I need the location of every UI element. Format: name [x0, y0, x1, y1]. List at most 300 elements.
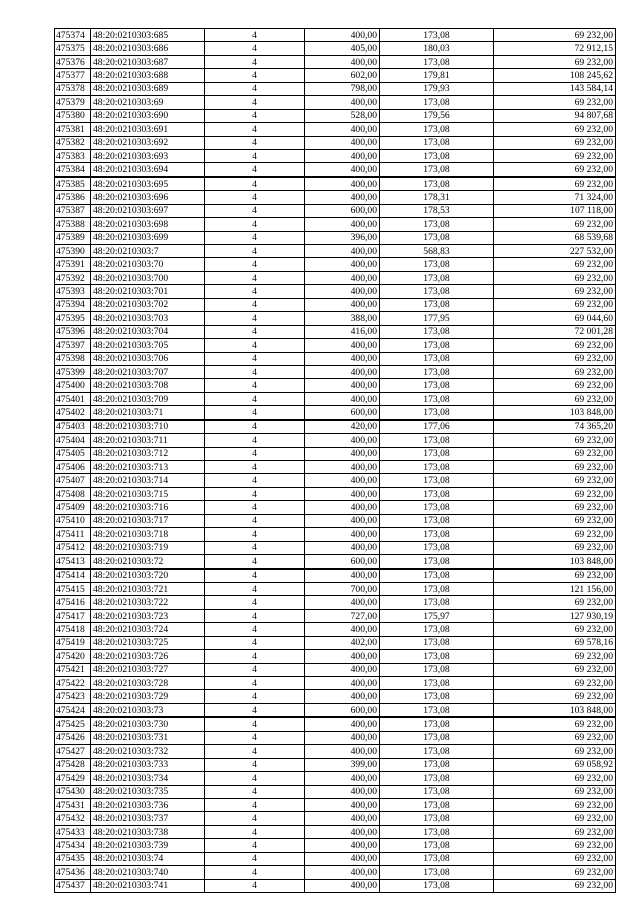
area-cell: 600,00 [305, 406, 380, 420]
cadastral-number-cell: 48:20:0210303:690 [91, 109, 205, 122]
category-cell: 4 [205, 312, 305, 325]
cadastral-value-cell: 69 232,00 [494, 29, 616, 42]
area-cell: 528,00 [305, 109, 380, 122]
category-cell: 4 [205, 839, 305, 852]
unit-value-cell: 173,08 [380, 514, 494, 527]
table-row [55, 555, 616, 569]
table-row [55, 582, 616, 595]
category-cell: 4 [205, 285, 305, 298]
row-id-cell: 475405 [55, 447, 91, 460]
cadastral-value-cell: 69 232,00 [494, 352, 616, 365]
cadastral-number-cell: 48:20:0210303:740 [91, 866, 205, 879]
category-cell: 4 [205, 379, 305, 392]
category-cell: 4 [205, 123, 305, 136]
area-cell: 400,00 [305, 447, 380, 460]
table-row [55, 55, 616, 68]
cadastral-value-cell: 69 232,00 [494, 866, 616, 879]
row-id-cell: 475432 [55, 812, 91, 825]
row-id-cell: 475380 [55, 109, 91, 122]
cadastral-number-cell: 48:20:0210303:697 [91, 204, 205, 217]
cadastral-value-cell: 127 930,19 [494, 609, 616, 622]
category-cell: 4 [205, 447, 305, 460]
row-id-cell: 475386 [55, 191, 91, 204]
unit-value-cell: 173,08 [380, 298, 494, 311]
unit-value-cell: 179,93 [380, 82, 494, 95]
area-cell: 400,00 [305, 772, 380, 785]
cadastral-value-cell: 69 232,00 [494, 650, 616, 663]
unit-value-cell: 173,08 [380, 596, 494, 609]
cadastral-number-cell: 48:20:0210303:706 [91, 352, 205, 365]
table-row [55, 866, 616, 879]
table-row [55, 596, 616, 609]
cadastral-number-cell: 48:20:0210303:696 [91, 191, 205, 204]
table-row [55, 623, 616, 636]
row-id-cell: 475414 [55, 569, 91, 583]
cadastral-number-cell: 48:20:0210303:686 [91, 42, 205, 55]
cadastral-number-cell: 48:20:0210303:70 [91, 258, 205, 271]
area-cell: 400,00 [305, 96, 380, 109]
category-cell: 4 [205, 82, 305, 95]
row-id-cell: 475427 [55, 745, 91, 758]
table-row [55, 392, 616, 405]
cadastral-number-cell: 48:20:0210303:687 [91, 55, 205, 68]
category-cell: 4 [205, 663, 305, 676]
cadastral-value-cell: 69 232,00 [494, 663, 616, 676]
cadastral-value-cell: 69 232,00 [494, 785, 616, 798]
category-cell: 4 [205, 650, 305, 663]
unit-value-cell: 173,08 [380, 474, 494, 487]
cadastral-number-cell: 48:20:0210303:703 [91, 312, 205, 325]
category-cell: 4 [205, 731, 305, 744]
row-id-cell: 475384 [55, 163, 91, 177]
cadastral-number-cell: 48:20:0210303:701 [91, 285, 205, 298]
cadastral-value-cell: 107 118,00 [494, 204, 616, 217]
cadastral-value-cell: 69 232,00 [494, 285, 616, 298]
cadastral-value-cell: 69 232,00 [494, 731, 616, 744]
category-cell: 4 [205, 541, 305, 554]
area-cell: 400,00 [305, 379, 380, 392]
category-cell: 4 [205, 55, 305, 68]
row-id-cell: 475431 [55, 798, 91, 811]
area-cell: 400,00 [305, 392, 380, 405]
category-cell: 4 [205, 365, 305, 378]
category-cell: 4 [205, 879, 305, 892]
row-id-cell: 475425 [55, 717, 91, 731]
area-cell: 700,00 [305, 582, 380, 595]
cadastral-value-cell: 69 232,00 [494, 298, 616, 311]
category-cell: 4 [205, 352, 305, 365]
unit-value-cell: 173,08 [380, 325, 494, 338]
table-row [55, 123, 616, 136]
area-cell: 400,00 [305, 852, 380, 865]
cadastral-number-cell: 48:20:0210303:692 [91, 136, 205, 149]
cadastral-value-cell: 69 232,00 [494, 136, 616, 149]
row-id-cell: 475437 [55, 879, 91, 892]
table-row [55, 434, 616, 447]
category-cell: 4 [205, 474, 305, 487]
category-cell: 4 [205, 825, 305, 838]
area-cell: 400,00 [305, 879, 380, 892]
cadastral-number-cell: 48:20:0210303:713 [91, 461, 205, 474]
table-row [55, 406, 616, 420]
unit-value-cell: 173,08 [380, 406, 494, 420]
unit-value-cell: 178,53 [380, 204, 494, 217]
cadastral-number-cell: 48:20:0210303:717 [91, 514, 205, 527]
category-cell: 4 [205, 866, 305, 879]
area-cell: 420,00 [305, 420, 380, 434]
cadastral-number-cell: 48:20:0210303:711 [91, 434, 205, 447]
cadastral-number-cell: 48:20:0210303:714 [91, 474, 205, 487]
area-cell: 400,00 [305, 650, 380, 663]
table-row [55, 609, 616, 622]
cadastral-number-cell: 48:20:0210303:7 [91, 245, 205, 258]
area-cell: 400,00 [305, 434, 380, 447]
category-cell: 4 [205, 406, 305, 420]
table-row [55, 298, 616, 311]
category-cell: 4 [205, 218, 305, 231]
table-row [55, 501, 616, 514]
cadastral-value-cell: 69 578,16 [494, 636, 616, 649]
row-id-cell: 475402 [55, 406, 91, 420]
table-row [55, 82, 616, 95]
cadastral-number-cell: 48:20:0210303:736 [91, 798, 205, 811]
table-row [55, 204, 616, 217]
table-row [55, 758, 616, 771]
row-id-cell: 475399 [55, 365, 91, 378]
area-cell: 400,00 [305, 271, 380, 284]
row-id-cell: 475416 [55, 596, 91, 609]
table-row [55, 528, 616, 541]
unit-value-cell: 173,08 [380, 839, 494, 852]
row-id-cell: 475375 [55, 42, 91, 55]
area-cell: 400,00 [305, 149, 380, 162]
row-id-cell: 475392 [55, 271, 91, 284]
unit-value-cell: 173,08 [380, 177, 494, 191]
area-cell: 400,00 [305, 663, 380, 676]
unit-value-cell: 173,08 [380, 677, 494, 690]
table-row [55, 487, 616, 500]
unit-value-cell: 177,95 [380, 312, 494, 325]
cadastral-number-cell: 48:20:0210303:699 [91, 231, 205, 244]
cadastral-number-cell: 48:20:0210303:719 [91, 541, 205, 554]
cadastral-number-cell: 48:20:0210303:731 [91, 731, 205, 744]
area-cell: 400,00 [305, 839, 380, 852]
cadastral-value-cell: 69 232,00 [494, 514, 616, 527]
cadastral-number-cell: 48:20:0210303:707 [91, 365, 205, 378]
row-id-cell: 475403 [55, 420, 91, 434]
table-row [55, 703, 616, 717]
table-row [55, 339, 616, 352]
table-row [55, 650, 616, 663]
unit-value-cell: 173,08 [380, 785, 494, 798]
category-cell: 4 [205, 109, 305, 122]
cadastral-number-cell: 48:20:0210303:710 [91, 420, 205, 434]
category-cell: 4 [205, 434, 305, 447]
cadastral-number-cell: 48:20:0210303:721 [91, 582, 205, 595]
row-id-cell: 475422 [55, 677, 91, 690]
unit-value-cell: 173,08 [380, 582, 494, 595]
category-cell: 4 [205, 745, 305, 758]
table-row [55, 245, 616, 258]
cadastral-number-cell: 48:20:0210303:729 [91, 690, 205, 703]
area-cell: 400,00 [305, 717, 380, 731]
table-row [55, 745, 616, 758]
row-id-cell: 475383 [55, 149, 91, 162]
row-id-cell: 475376 [55, 55, 91, 68]
cadastral-number-cell: 48:20:0210303:693 [91, 149, 205, 162]
area-cell: 400,00 [305, 825, 380, 838]
area-cell: 400,00 [305, 218, 380, 231]
unit-value-cell: 179,81 [380, 69, 494, 82]
unit-value-cell: 173,08 [380, 501, 494, 514]
cadastral-number-cell: 48:20:0210303:723 [91, 609, 205, 622]
table-row [55, 163, 616, 177]
area-cell: 400,00 [305, 474, 380, 487]
unit-value-cell: 179,56 [380, 109, 494, 122]
cadastral-number-cell: 48:20:0210303:71 [91, 406, 205, 420]
area-cell: 400,00 [305, 365, 380, 378]
table-row [55, 569, 616, 583]
row-id-cell: 475377 [55, 69, 91, 82]
row-id-cell: 475390 [55, 245, 91, 258]
row-id-cell: 475433 [55, 825, 91, 838]
cadastral-value-cell: 69 232,00 [494, 339, 616, 352]
cadastral-number-cell: 48:20:0210303:716 [91, 501, 205, 514]
category-cell: 4 [205, 204, 305, 217]
cadastral-value-cell: 227 532,00 [494, 245, 616, 258]
cadastral-value-cell: 69 232,00 [494, 745, 616, 758]
category-cell: 4 [205, 636, 305, 649]
area-cell: 400,00 [305, 866, 380, 879]
area-cell: 402,00 [305, 636, 380, 649]
row-id-cell: 475388 [55, 218, 91, 231]
area-cell: 400,00 [305, 745, 380, 758]
cadastral-value-cell: 69 232,00 [494, 717, 616, 731]
row-id-cell: 475385 [55, 177, 91, 191]
table-row [55, 271, 616, 284]
row-id-cell: 475398 [55, 352, 91, 365]
cadastral-number-cell: 48:20:0210303:735 [91, 785, 205, 798]
area-cell: 600,00 [305, 555, 380, 569]
parcel-value-table [54, 28, 616, 893]
unit-value-cell: 173,08 [380, 690, 494, 703]
cadastral-number-cell: 48:20:0210303:739 [91, 839, 205, 852]
category-cell: 4 [205, 245, 305, 258]
unit-value-cell: 173,08 [380, 29, 494, 42]
row-id-cell: 475394 [55, 298, 91, 311]
unit-value-cell: 173,08 [380, 825, 494, 838]
category-cell: 4 [205, 785, 305, 798]
row-id-cell: 475381 [55, 123, 91, 136]
category-cell: 4 [205, 798, 305, 811]
category-cell: 4 [205, 392, 305, 405]
area-cell: 400,00 [305, 731, 380, 744]
table-row [55, 29, 616, 42]
table-row [55, 772, 616, 785]
cadastral-number-cell: 48:20:0210303:695 [91, 177, 205, 191]
cadastral-number-cell: 48:20:0210303:700 [91, 271, 205, 284]
table-row [55, 798, 616, 811]
unit-value-cell: 173,08 [380, 663, 494, 676]
table-row [55, 447, 616, 460]
row-id-cell: 475415 [55, 582, 91, 595]
table-row [55, 149, 616, 162]
unit-value-cell: 173,08 [380, 623, 494, 636]
category-cell: 4 [205, 29, 305, 42]
cadastral-value-cell: 69 232,00 [494, 474, 616, 487]
cadastral-value-cell: 103 848,00 [494, 703, 616, 717]
area-cell: 416,00 [305, 325, 380, 338]
row-id-cell: 475421 [55, 663, 91, 676]
row-id-cell: 475435 [55, 852, 91, 865]
cadastral-value-cell: 72 001,28 [494, 325, 616, 338]
category-cell: 4 [205, 623, 305, 636]
category-cell: 4 [205, 42, 305, 55]
unit-value-cell: 173,08 [380, 271, 494, 284]
cadastral-number-cell: 48:20:0210303:698 [91, 218, 205, 231]
cadastral-number-cell: 48:20:0210303:702 [91, 298, 205, 311]
category-cell: 4 [205, 191, 305, 204]
cadastral-value-cell: 121 156,00 [494, 582, 616, 595]
row-id-cell: 475423 [55, 690, 91, 703]
unit-value-cell: 173,08 [380, 555, 494, 569]
area-cell: 400,00 [305, 123, 380, 136]
unit-value-cell: 173,08 [380, 852, 494, 865]
unit-value-cell: 173,08 [380, 866, 494, 879]
area-cell: 400,00 [305, 487, 380, 500]
row-id-cell: 475434 [55, 839, 91, 852]
cadastral-number-cell: 48:20:0210303:738 [91, 825, 205, 838]
category-cell: 4 [205, 690, 305, 703]
category-cell: 4 [205, 271, 305, 284]
table-row [55, 785, 616, 798]
area-cell: 400,00 [305, 285, 380, 298]
cadastral-value-cell: 69 232,00 [494, 149, 616, 162]
table-row [55, 541, 616, 554]
category-cell: 4 [205, 420, 305, 434]
table-body [55, 29, 616, 893]
row-id-cell: 475409 [55, 501, 91, 514]
unit-value-cell: 173,08 [380, 218, 494, 231]
category-cell: 4 [205, 258, 305, 271]
area-cell: 600,00 [305, 703, 380, 717]
row-id-cell: 475429 [55, 772, 91, 785]
area-cell: 798,00 [305, 82, 380, 95]
cadastral-number-cell: 48:20:0210303:728 [91, 677, 205, 690]
cadastral-number-cell: 48:20:0210303:722 [91, 596, 205, 609]
cadastral-number-cell: 48:20:0210303:708 [91, 379, 205, 392]
category-cell: 4 [205, 717, 305, 731]
cadastral-number-cell: 48:20:0210303:737 [91, 812, 205, 825]
cadastral-value-cell: 69 058,92 [494, 758, 616, 771]
area-cell: 400,00 [305, 461, 380, 474]
cadastral-value-cell: 69 232,00 [494, 839, 616, 852]
row-id-cell: 475379 [55, 96, 91, 109]
table-row [55, 218, 616, 231]
area-cell: 399,00 [305, 758, 380, 771]
row-id-cell: 475412 [55, 541, 91, 554]
area-cell: 400,00 [305, 623, 380, 636]
cadastral-number-cell: 48:20:0210303:720 [91, 569, 205, 583]
cadastral-value-cell: 69 232,00 [494, 487, 616, 500]
table-row [55, 352, 616, 365]
category-cell: 4 [205, 812, 305, 825]
cadastral-value-cell: 69 232,00 [494, 365, 616, 378]
table-row [55, 663, 616, 676]
row-id-cell: 475419 [55, 636, 91, 649]
cadastral-number-cell: 48:20:0210303:734 [91, 772, 205, 785]
category-cell: 4 [205, 177, 305, 191]
row-id-cell: 475396 [55, 325, 91, 338]
row-id-cell: 475387 [55, 204, 91, 217]
table-row [55, 636, 616, 649]
table-row [55, 879, 616, 892]
category-cell: 4 [205, 582, 305, 595]
area-cell: 400,00 [305, 569, 380, 583]
area-cell: 388,00 [305, 312, 380, 325]
unit-value-cell: 173,08 [380, 798, 494, 811]
cadastral-number-cell: 48:20:0210303:725 [91, 636, 205, 649]
area-cell: 727,00 [305, 609, 380, 622]
unit-value-cell: 173,08 [380, 365, 494, 378]
row-id-cell: 475413 [55, 555, 91, 569]
category-cell: 4 [205, 339, 305, 352]
unit-value-cell: 173,08 [380, 55, 494, 68]
unit-value-cell: 173,08 [380, 447, 494, 460]
category-cell: 4 [205, 149, 305, 162]
unit-value-cell: 173,08 [380, 745, 494, 758]
row-id-cell: 475420 [55, 650, 91, 663]
unit-value-cell: 173,08 [380, 434, 494, 447]
area-cell: 400,00 [305, 541, 380, 554]
category-cell: 4 [205, 514, 305, 527]
unit-value-cell: 178,31 [380, 191, 494, 204]
category-cell: 4 [205, 758, 305, 771]
row-id-cell: 475407 [55, 474, 91, 487]
row-id-cell: 475424 [55, 703, 91, 717]
area-cell: 400,00 [305, 163, 380, 177]
area-cell: 400,00 [305, 55, 380, 68]
cadastral-value-cell: 69 232,00 [494, 177, 616, 191]
unit-value-cell: 173,08 [380, 717, 494, 731]
unit-value-cell: 173,08 [380, 231, 494, 244]
table-row [55, 285, 616, 298]
table-row [55, 177, 616, 191]
cadastral-number-cell: 48:20:0210303:712 [91, 447, 205, 460]
area-cell: 400,00 [305, 339, 380, 352]
unit-value-cell: 173,08 [380, 487, 494, 500]
cadastral-number-cell: 48:20:0210303:72 [91, 555, 205, 569]
area-cell: 400,00 [305, 298, 380, 311]
category-cell: 4 [205, 569, 305, 583]
cadastral-value-cell: 69 232,00 [494, 163, 616, 177]
row-id-cell: 475404 [55, 434, 91, 447]
unit-value-cell: 173,08 [380, 650, 494, 663]
category-cell: 4 [205, 96, 305, 109]
cadastral-number-cell: 48:20:0210303:730 [91, 717, 205, 731]
cadastral-value-cell: 103 848,00 [494, 555, 616, 569]
cadastral-number-cell: 48:20:0210303:718 [91, 528, 205, 541]
area-cell: 400,00 [305, 528, 380, 541]
table-row [55, 136, 616, 149]
category-cell: 4 [205, 772, 305, 785]
row-id-cell: 475400 [55, 379, 91, 392]
unit-value-cell: 173,08 [380, 812, 494, 825]
category-cell: 4 [205, 703, 305, 717]
area-cell: 405,00 [305, 42, 380, 55]
cadastral-value-cell: 69 232,00 [494, 271, 616, 284]
area-cell: 400,00 [305, 136, 380, 149]
